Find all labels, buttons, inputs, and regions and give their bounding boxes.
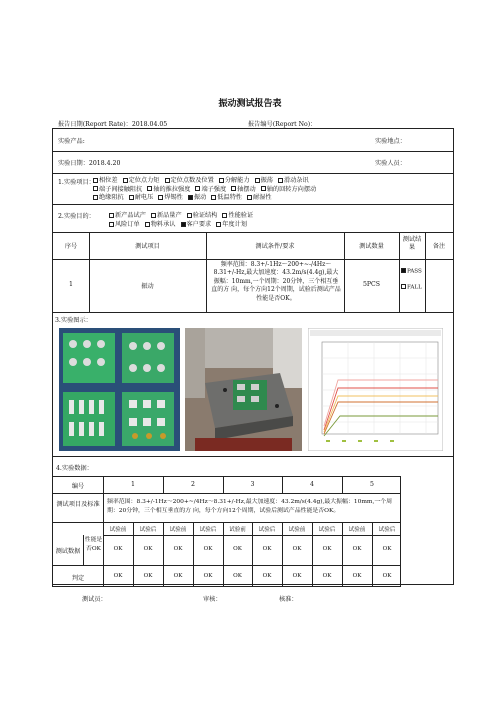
judge-result-cell: OK bbox=[262, 573, 272, 579]
performance-result-cell: OK bbox=[203, 546, 213, 552]
before-after-cell: 试验前 bbox=[288, 527, 306, 533]
purpose-option-label: 风险订单 bbox=[115, 221, 140, 228]
purpose-option-label: 验证结构 bbox=[192, 212, 218, 219]
purpose-option-label: 性能验证 bbox=[228, 212, 254, 219]
checkbox-icon bbox=[93, 186, 98, 191]
item-option-label: 振荡 bbox=[260, 177, 273, 184]
checkbox-icon bbox=[231, 186, 236, 191]
checkbox-icon bbox=[151, 213, 156, 218]
product-samples-photo bbox=[59, 328, 180, 451]
purpose-option bbox=[222, 212, 253, 219]
before-after-cell: 试验后 bbox=[199, 527, 217, 533]
checkbox-icon bbox=[247, 195, 252, 200]
item-option bbox=[195, 186, 226, 193]
purpose-row bbox=[109, 211, 258, 220]
item-option bbox=[93, 186, 142, 193]
checkbox-icon bbox=[123, 178, 128, 183]
report-date: 报告日期(Report Rate)：2018.04.05 bbox=[58, 121, 168, 128]
item-option-label: 耐湿性 bbox=[253, 194, 272, 202]
item-option-label: 定位点数及位置 bbox=[170, 177, 214, 184]
checkbox-icon bbox=[93, 195, 98, 200]
item-option bbox=[231, 186, 256, 193]
item-option bbox=[247, 194, 272, 201]
items-options bbox=[93, 177, 321, 203]
item-option-label: 分解能力 bbox=[224, 177, 250, 184]
fail-option: FALL bbox=[401, 284, 422, 291]
item-option bbox=[165, 177, 214, 184]
sample-no-1: 1 bbox=[131, 481, 135, 488]
judge-result-cell: OK bbox=[322, 573, 332, 579]
item-option bbox=[129, 194, 154, 201]
item-option bbox=[211, 194, 242, 201]
item-option-label: 振动 bbox=[193, 194, 207, 202]
purpose-option-label: 新产品试产 bbox=[115, 212, 146, 219]
item-option bbox=[255, 177, 273, 184]
item-row bbox=[93, 186, 321, 195]
sample-no-2: 2 bbox=[191, 481, 195, 488]
checkbox-icon bbox=[165, 178, 170, 183]
performance-result-cell: OK bbox=[233, 546, 242, 552]
item-option bbox=[93, 177, 118, 184]
sample-no-4: 4 bbox=[310, 481, 314, 488]
item-option-label: 端子间接触阻抗 bbox=[99, 185, 143, 193]
item-option bbox=[188, 194, 206, 201]
item-option-label: 端子强度 bbox=[201, 185, 227, 193]
item-row bbox=[93, 194, 321, 203]
purpose-option-label: 客户要求 bbox=[186, 221, 212, 228]
performance-label: 性能是否OK bbox=[84, 537, 103, 552]
item-option bbox=[278, 177, 309, 184]
before-after-cell: 试验后 bbox=[258, 527, 276, 533]
item-option bbox=[147, 186, 190, 193]
item-option-label: 低温特性 bbox=[217, 194, 242, 202]
vibration-table-photo bbox=[185, 328, 302, 451]
item-option-label: 绝缘阻抗 bbox=[99, 194, 124, 202]
checkbox-icon bbox=[222, 213, 227, 218]
checkbox-icon bbox=[211, 195, 216, 200]
item-option-label: 定位点力矩 bbox=[128, 177, 160, 184]
test-data-label: 测试数据 bbox=[55, 548, 81, 555]
report-title: 振动测试报告表 bbox=[218, 99, 282, 109]
approver-signature: 核准： bbox=[279, 596, 298, 603]
purpose-option bbox=[187, 212, 218, 219]
item-option bbox=[123, 177, 160, 184]
checked-box-icon bbox=[181, 222, 186, 227]
judge-result-cell: OK bbox=[173, 573, 183, 579]
item-row bbox=[93, 177, 321, 186]
checkbox-icon bbox=[261, 186, 266, 191]
purpose-option bbox=[109, 221, 140, 228]
purpose-option-label: 物料承认 bbox=[150, 221, 176, 228]
row-condition: 频率范围：8.3+/-1Hz～200+~-/4Hz～8.31+/-Hz,最大加速度：43.2m/s(4.4g),最大振幅：10mm,一个周期：20分钟，三个相互垂直的方 向，每个方向12个周期，试验后测试产品性能是否OK。 bbox=[211, 261, 341, 302]
judge-result-cell: OK bbox=[203, 573, 213, 579]
pass-option: PASS bbox=[401, 268, 422, 275]
checkbox-icon bbox=[216, 222, 221, 227]
before-after-cell: 试验前 bbox=[169, 527, 187, 533]
header-seq: 序号 bbox=[64, 243, 78, 250]
item-option-label: 轴的推拉强度 bbox=[153, 185, 191, 193]
performance-result-cell: OK bbox=[292, 546, 302, 552]
judge-result-cell: OK bbox=[233, 573, 242, 579]
tester-signature: 测试员： bbox=[82, 596, 107, 603]
performance-result-cell: OK bbox=[113, 546, 123, 552]
row-seq: 1 bbox=[69, 281, 73, 288]
vibration-curve-chart bbox=[308, 328, 443, 451]
checkbox-icon bbox=[278, 178, 283, 183]
items-label: 1.实验项目： bbox=[58, 179, 95, 186]
before-after-cell: 试验后 bbox=[378, 527, 396, 533]
item-option-label: 轴摆动 bbox=[237, 185, 256, 193]
item-option-label: 滑动杂讯 bbox=[283, 177, 309, 184]
sample-no-3: 3 bbox=[250, 481, 255, 488]
checkbox-icon bbox=[219, 178, 224, 183]
pass-checkbox bbox=[401, 268, 406, 273]
judge-result-cell: OK bbox=[113, 573, 123, 579]
data-table bbox=[52, 476, 401, 587]
judge-result-cell: OK bbox=[292, 573, 302, 579]
checkbox-icon bbox=[93, 178, 98, 183]
before-after-cell: 试验后 bbox=[318, 527, 336, 533]
report-number: 报告编号(Report No)： bbox=[248, 121, 317, 128]
header-quantity: 测试数量 bbox=[359, 243, 384, 250]
purpose-option bbox=[216, 221, 247, 228]
item-option bbox=[93, 194, 124, 201]
purpose-options bbox=[109, 211, 258, 229]
header-note: 备注 bbox=[432, 243, 446, 250]
performance-result-cell: OK bbox=[262, 546, 272, 552]
standard-text: 频率范围：8.3+/-1Hz～200+~/4Hz～8.31+/-Hz,最大加速度：43.2m/s(4.4g),最大振幅：10mm,一个周期：20分钟，三个相互垂直的方 向，每个方向12个周期，试验后测试产品性能是否OK。 bbox=[107, 499, 393, 514]
judge-result-cell: OK bbox=[382, 573, 392, 579]
before-after-cell: 试验前 bbox=[109, 527, 127, 533]
performance-result-cell: OK bbox=[382, 546, 392, 552]
purpose-row bbox=[109, 220, 258, 229]
row-item: 振动 bbox=[141, 283, 154, 290]
header-condition: 测试条件/要求 bbox=[255, 243, 295, 250]
product-label: 实验产品: bbox=[58, 138, 85, 145]
judge-result-cell: OK bbox=[352, 573, 362, 579]
before-after-cell: 试验前 bbox=[348, 527, 366, 533]
performance-result-cell: OK bbox=[173, 546, 183, 552]
reviewer-signature: 审核： bbox=[203, 596, 222, 603]
checkbox-icon bbox=[109, 222, 114, 227]
performance-result-cell: OK bbox=[322, 546, 332, 552]
checkbox-icon bbox=[147, 186, 152, 191]
purpose-option bbox=[151, 212, 182, 219]
performance-result-cell: OK bbox=[352, 546, 362, 552]
purpose-option bbox=[109, 212, 146, 219]
purpose-option-label: 年度计划 bbox=[222, 221, 247, 228]
header-item: 测试项目 bbox=[135, 243, 160, 250]
checkbox-icon bbox=[109, 213, 114, 218]
item-option bbox=[158, 194, 183, 201]
item-option-label: 焊锡性 bbox=[164, 194, 183, 202]
judge-label: 判定 bbox=[71, 575, 85, 582]
checkbox-icon bbox=[145, 222, 150, 227]
checkbox-icon bbox=[158, 195, 163, 200]
row-quantity: 5PCS bbox=[362, 281, 381, 288]
item-option-label: 轴的回转方向摆动 bbox=[266, 185, 317, 193]
item-option bbox=[219, 177, 250, 184]
item-option-label: 相位差 bbox=[99, 177, 118, 184]
performance-result-cell: OK bbox=[143, 546, 153, 552]
item-option bbox=[261, 186, 317, 193]
purpose-label: 2.实验目的： bbox=[58, 213, 95, 220]
personnel-label: 实验人员： bbox=[375, 160, 406, 167]
location-label: 实验地点： bbox=[375, 138, 406, 145]
fail-checkbox bbox=[401, 284, 406, 289]
checkbox-icon bbox=[255, 178, 260, 183]
before-after-cell: 试验前 bbox=[229, 527, 246, 533]
before-after-cell: 试验后 bbox=[139, 527, 157, 533]
judge-result-cell: OK bbox=[143, 573, 153, 579]
data-label: 4.实验数据： bbox=[56, 465, 93, 472]
checkbox-icon bbox=[195, 186, 200, 191]
item-option-label: 耐电压 bbox=[134, 194, 154, 202]
standard-label: 测试项目及标准 bbox=[56, 501, 100, 508]
checkbox-icon bbox=[187, 213, 192, 218]
test-date: 实验日期：2018.4.20 bbox=[58, 160, 121, 167]
purpose-option bbox=[145, 221, 176, 228]
diagram-label: 3.实验图示： bbox=[55, 317, 92, 324]
sample-no-5: 5 bbox=[370, 481, 374, 488]
checkbox-icon bbox=[129, 195, 134, 200]
checked-box-icon bbox=[188, 195, 193, 200]
purpose-option bbox=[181, 221, 212, 228]
data-no-label: 编号 bbox=[71, 483, 85, 490]
header-result: 测试结果 bbox=[402, 236, 422, 251]
purpose-option-label: 新品量产 bbox=[156, 212, 182, 219]
